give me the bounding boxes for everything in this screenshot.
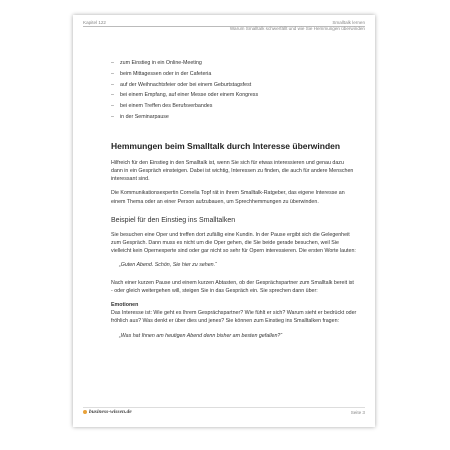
footer-divider	[83, 407, 365, 408]
list-item-text: in der Seminarpause	[120, 113, 169, 120]
list-item	[111, 101, 357, 112]
quote-greeting: „Guten Abend. Schön, Sie hier zu sehen.“	[119, 262, 217, 269]
example-subheading: Beispiel für den Einstieg ins Smalltalken	[111, 216, 236, 224]
paragraph-emotions: Das Interesse ist: Wie geht es Ihrem Gesprächspartner? Wie fühlt er sich? Warum sieht er bedrückt oder fröhlich aus? Was denkt er über dies und jenes? Sie können zum Einstieg ins Smalltalken fragen:	[111, 310, 357, 325]
paragraph-opera: Sie besuchen eine Oper und treffen dort zufällig eine Kundin. In der Pause ergibt sich die Gelegenheit zum Gespräch. Dann muss es nicht um die Oper gehen, die Sie beide gerade besuchen, weil Sie vielleicht kein Opernexperte sind oder gar nicht so sehr für Opern interessieren. Die ersten Worte lauten:	[111, 231, 356, 255]
bullet-marker: –	[111, 60, 114, 66]
bullet-marker: –	[111, 70, 114, 77]
list-item	[111, 58, 357, 69]
bullet-marker: –	[111, 81, 114, 88]
page-number: Seite 3	[350, 410, 365, 415]
logo-text: business-wissen.de	[89, 409, 132, 415]
occasion-list	[111, 58, 357, 123]
bullet-marker: –	[111, 92, 114, 99]
list-item-text: auf der Weihnachtsfeier oder bei einem Geburtstagsfest	[120, 81, 252, 88]
document-page	[73, 15, 375, 427]
site-logo	[83, 409, 132, 415]
list-item-text: bei einem Empfang, auf einer Messe oder einem Kongress	[120, 92, 259, 99]
list-item	[111, 112, 357, 123]
list-item	[111, 90, 357, 101]
list-item-text: bei einem Treffen des Berufsverbandes	[120, 103, 213, 110]
page-content	[111, 58, 357, 349]
chapter-label: Kapitel 122	[83, 20, 106, 25]
bullet-marker: –	[111, 103, 114, 110]
paragraph-expert: Die Kommunikationsexpertin Cornelia Topf rät in ihrem Smalltalk-Ratgeber, das eigene Interesse an einem Thema oder an einer Person aufzubauen, um Sprechhemmungen zu überwinden.	[111, 190, 345, 205]
page-footer	[83, 407, 365, 419]
list-item	[111, 69, 357, 80]
section-heading: Hemmungen beim Smalltalk durch Interesse überwinden	[111, 140, 341, 151]
section-subtitle: Warum Smalltalk schwerfällt und wie Sie Hemmungen überwinden	[229, 26, 365, 31]
list-item	[111, 80, 357, 91]
page-header	[83, 20, 365, 34]
paragraph-pause: Nach einer kurzen Pause und einem kurzen Abtasten, ob der Gesprächspartner zum Smalltalk bereit ist - oder gleich weitergehen will, steigen Sie in das Gespräch ein. Sie sprechen dann über:	[111, 279, 354, 294]
logo-dot-icon	[83, 410, 87, 414]
paragraph-intro: Hilfreich für den Einstieg in den Smalltalk ist, wenn Sie sich für etwas interessieren und genau dazu dann in ein Gespräch einsteigen. Dabei ist wichtig, Interessen zu finden, die auch für andere Menschen interessant sind.	[111, 159, 354, 183]
section-title: Smalltalk lernen	[332, 20, 365, 25]
emotions-label: Emotionen	[111, 302, 139, 309]
list-item-text: zum Einstieg in ein Online-Meeting	[120, 60, 202, 66]
bullet-marker: –	[111, 113, 114, 120]
quote-question: „Was hat Ihnen am heutigen Abend denn bisher am besten gefallen?“	[119, 332, 283, 339]
list-item-text: beim Mittagessen oder in der Cafeteria	[120, 70, 212, 77]
